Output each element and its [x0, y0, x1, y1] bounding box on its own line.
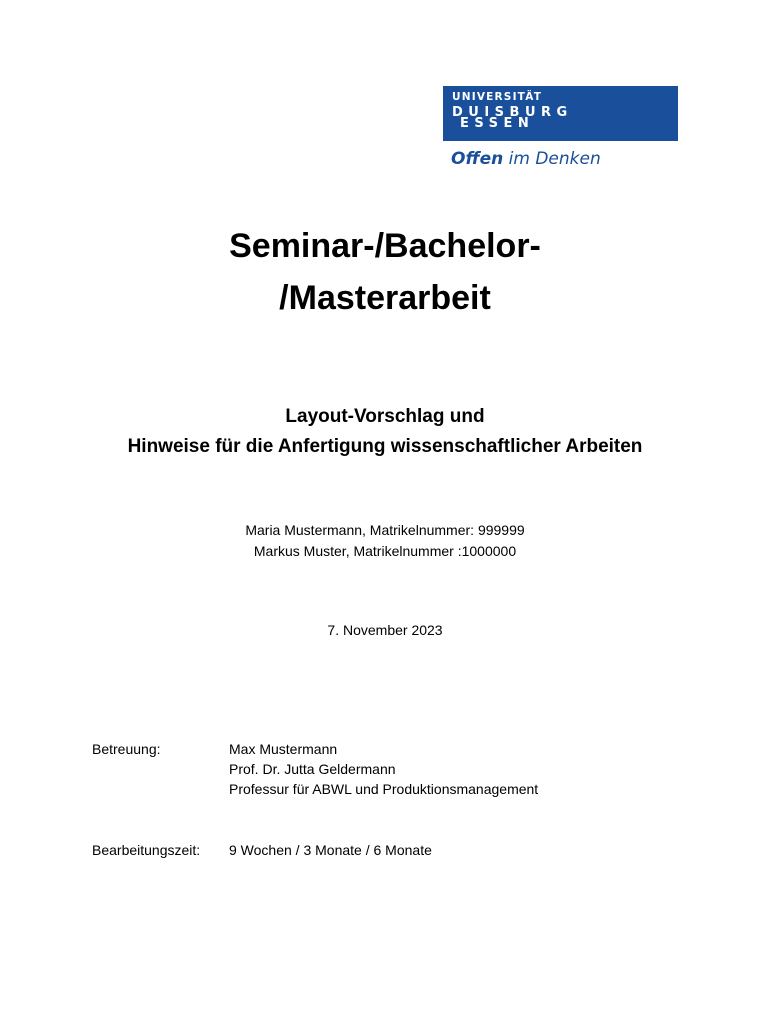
logo-text-universitaet: UNIVERSITÄT	[452, 91, 543, 103]
author-line: Markus Muster, Matrikelnummer :1000000	[253, 543, 517, 559]
subtitle-line-1: Layout-Vorschlag und	[285, 406, 485, 427]
author-line: Maria Mustermann, Matrikelnummer: 999999	[245, 522, 525, 538]
author-list	[0, 520, 770, 562]
document-subtitle	[0, 402, 770, 462]
supervisor-chair: Professur für ABWL und Produktionsmanagement	[229, 781, 539, 797]
logo-text-duisburg: DUISBURG	[452, 105, 573, 120]
supervision-label: Betreuung:	[92, 741, 161, 757]
title-line-1: Seminar-/Bachelor-	[229, 227, 541, 265]
supervisor-name: Max Mustermann	[229, 741, 338, 757]
document-title	[0, 220, 770, 324]
processing-time-value: 9 Wochen / 3 Monate / 6 Monate	[229, 842, 432, 858]
university-slogan	[451, 149, 601, 169]
subtitle-line-2: Hinweise für die Anfertigung wissenschaftlicher Arbeiten	[127, 436, 643, 457]
supervisor-professor: Prof. Dr. Jutta Geldermann	[229, 761, 396, 777]
logo-text-essen: ESSEN	[460, 116, 535, 131]
title-line-2: /Masterarbeit	[279, 279, 491, 317]
slogan-offen: Offen	[451, 149, 504, 169]
slogan-im-denken: im Denken	[503, 149, 601, 169]
processing-time-label: Bearbeitungszeit:	[92, 842, 201, 858]
supervision-values	[229, 739, 538, 799]
submission-date: 7. November 2023	[327, 622, 443, 638]
university-logo	[443, 86, 678, 141]
